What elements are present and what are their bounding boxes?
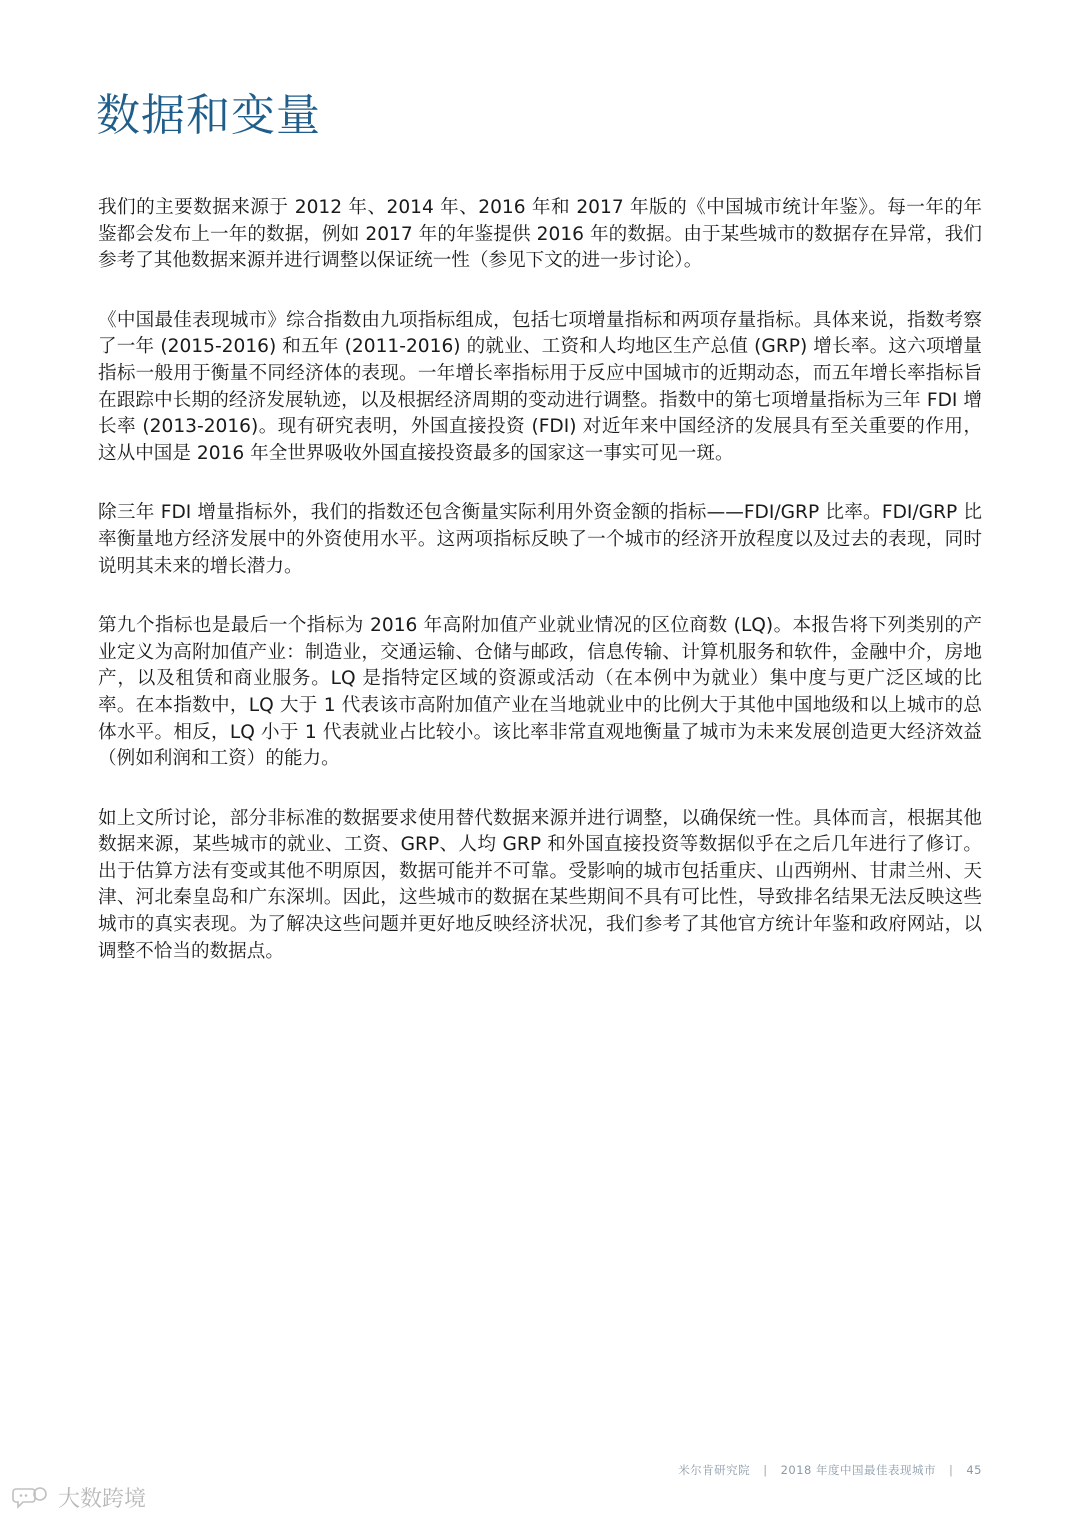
footer-separator: | [763,1463,768,1477]
paragraph-data-sources: 我们的主要数据来源于 2012 年、2014 年、2016 年和 2017 年版的《中国城市统计年鉴》。每一年的年鉴都会发布上一年的数据，例如 2017 年的年鉴提供 2016 年的数据。由于某些城市的数据存在异常，我们参考了其他数据来源并进行调整以保证统一性（参见下文的进一步讨论）。 [98,197,982,272]
chat-bubble-logo-icon [12,1486,50,1510]
paragraph-location-quotient: 第九个指标也是最后一个指标为 2016 年高附加值产业就业情况的区位商数 (LQ)。本报告将下列类别的产业定义为高附加值产业：制造业，交通运输、仓储与邮政，信息传输、计算机服务和软件，金融中介，房地产，以及租赁和商业服务。LQ 是指特定区域的资源或活动（在本例中为就业）集中度与更广泛区域的比率。在本指数中，LQ 大于 1 代表该市高附加值产业在当地就业中的比例大于其他中国地级和以上城市的总体水平。相反，LQ 小于 1 代表就业占比较小。该比率非常直观地衡量了城市为未来发展创造更大经济效益（例如利润和工资）的能力。 [98,615,982,770]
footer-publisher: 米尔肯研究院 [678,1463,751,1477]
watermark [12,1482,146,1513]
page-title: 数据和变量 [96,90,321,141]
footer-report-title: 2018 年度中国最佳表现城市 [780,1463,936,1477]
footer-separator: | [948,1463,954,1477]
page-footer [678,1462,982,1478]
page-number: 45 [966,1463,982,1477]
body-text [98,195,982,998]
watermark-text: 大数跨境 [58,1487,147,1512]
paragraph-data-adjustments: 如上文所讨论，部分非标准的数据要求使用替代数据来源并进行调整，以确保统一性。具体而言，根据其他数据来源，某些城市的就业、工资、GRP、人均 GRP 和外国直接投资等数据似乎在之后几年进行了修订。出于估算方法有变或其他不明原因，数据可能并不可靠。受影响的城市包括重庆、山西朔州、甘肃兰州、天津、河北秦皇岛和广东深圳。因此，这些城市的数据在某些期间不具有可比性，导致排名结果无法反映这些城市的真实表现。为了解决这些问题并更好地反映经济状况，我们参考了其他官方统计年鉴和政府网站，以调整不恰当的数据点。 [98,807,982,962]
paragraph-index-composition: 《中国最佳表现城市》综合指数由九项指标组成，包括七项增量指标和两项存量指标。具体来说，指数考察了一年 (2015-2016) 和五年 (2011-2016) 的就业、工资和人均地区生产总值 (GRP) 增长率。这六项增量指标一般用于衡量不同经济体的表现。一年增长率指标用于反应中国城市的近期动态，而五年增长率指标旨在跟踪中长期的经济发展轨迹，以及根据经济周期的变动进行调整。指数中的第七项增量指标为三年 FDI 增长率 (2013-2016)。现有研究表明，外国直接投资 (FDI) 对近年来中国经济的发展具有至关重要的作用，这从中国是 2016 年全世界吸收外国直接投资最多的国家这一事实可见一斑。 [98,309,982,464]
paragraph-fdi-grp: 除三年 FDI 增量指标外，我们的指数还包含衡量实际利用外资金额的指标——FDI/GRP 比率。FDI/GRP 比率衡量地方经济发展中的外资使用水平。这两项指标反映了一个城市的经济开放程度以及过去的表现，同时说明其未来的增长潜力。 [98,502,982,577]
